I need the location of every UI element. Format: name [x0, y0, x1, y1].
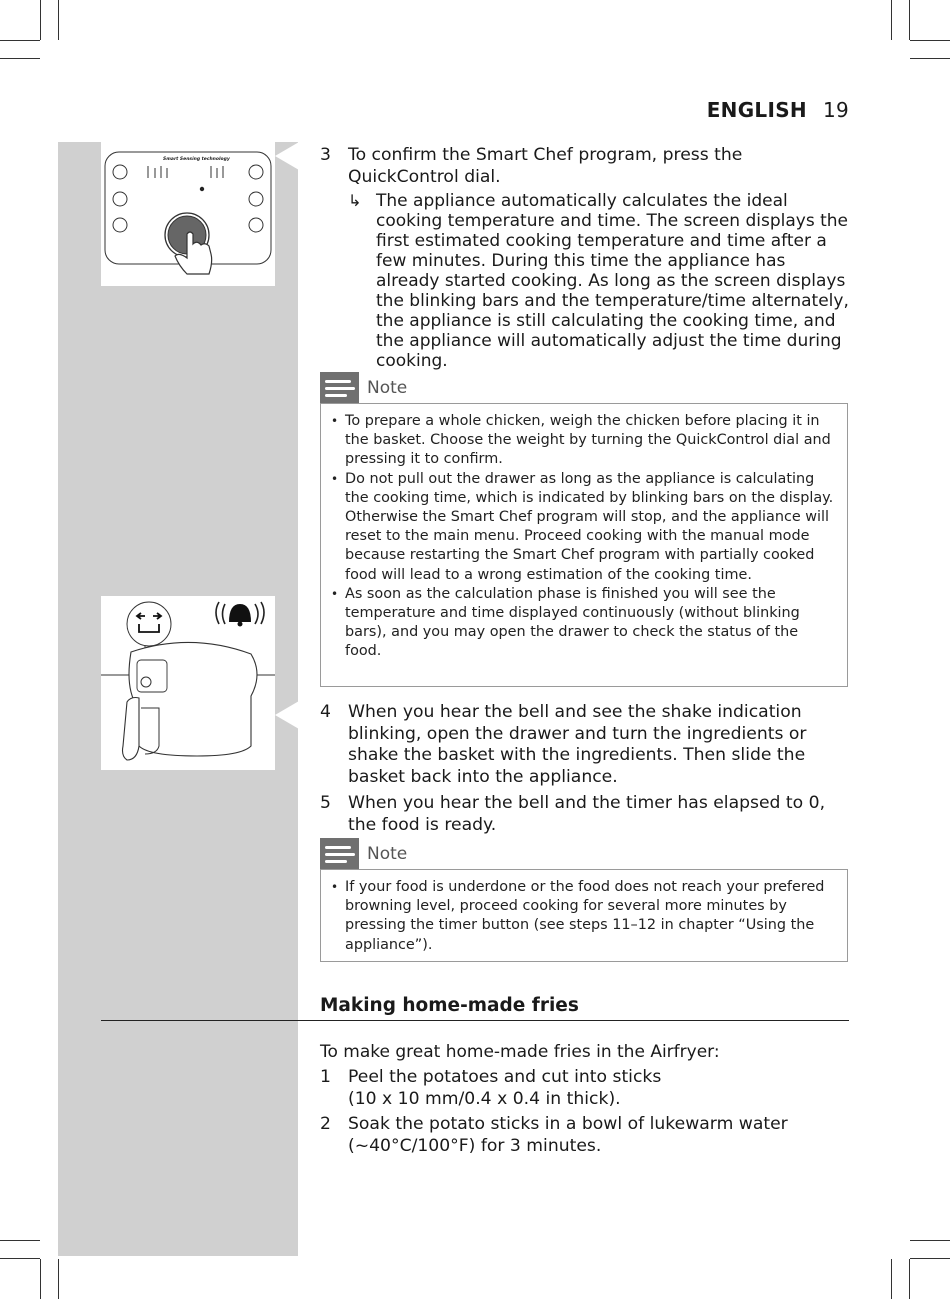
- step-text-line: (10 x 10 mm/0.4 x 0.4 in thick).: [348, 1088, 621, 1109]
- section-title: Making home-made fries: [320, 995, 579, 1016]
- pointer-triangle: [275, 701, 299, 729]
- step-text: To confirm the Smart Chef program, press the QuickControl dial.: [348, 145, 743, 187]
- step-number: 2: [320, 1114, 331, 1134]
- step-number: 3: [320, 145, 331, 165]
- note-label: Note: [367, 378, 408, 398]
- step-text-line: Peel the potatoes and cut into sticks: [348, 1067, 662, 1087]
- step-number: 4: [320, 702, 331, 722]
- result-arrow-icon: ↳: [348, 191, 362, 210]
- section-intro: To make great home-made fries in the Airfryer:: [320, 1042, 720, 1062]
- result-text: The appliance automatically calculates the ideal cooking temperature and time. The screen displays the first estimated cooking temperature and time after a few minutes. During this time the appliance has already started cooking. As long as the screen displays the blinking bars and the temperature/time alternately, the appliance is still calculating the cooking time, and the appliance will automatically adjust the time during cooking.: [376, 191, 849, 371]
- page-number: 19: [822, 98, 849, 122]
- note-item: • As soon as the calculation phase is finished you will see the temperature and time displayed continuously (without blinking bars), and you may open the drawer to check the status of the food.: [321, 585, 839, 662]
- pointer-triangle: [275, 142, 299, 170]
- fries-step-1: [320, 1067, 850, 1110]
- note-box: [320, 403, 848, 687]
- step-number: 5: [320, 793, 331, 813]
- step-text: When you hear the bell and the timer has elapsed to 0, the food is ready.: [348, 793, 826, 835]
- fries-step-2: [320, 1114, 850, 1157]
- step-5: [320, 793, 850, 836]
- note-item: • If your food is underdone or the food does not reach your prefered browning level, proceed cooking for several more minutes by pressing the timer button (see steps 11–12 in chapter “Using the appliance”).: [321, 878, 839, 955]
- language-label: ENGLISH: [706, 98, 807, 122]
- note-item: • Do not pull out the drawer as long as the appliance is calculating the cooking time, which is indicated by blinking bars on the display. Otherwise the Smart Chef program will stop, and the appliance will reset to the main menu. Proceed cooking with the manual mode because restarting the Smart Chef program with partially cooked food will lead to a wrong estimation of the cooking time.: [321, 470, 839, 585]
- note-icon: [320, 838, 359, 870]
- note-item: • To prepare a whole chicken, weigh the chicken before placing it in the basket. Choose the weight by turning the QuickControl dial and pressing it to confirm.: [321, 412, 839, 470]
- section-divider: [101, 1020, 849, 1021]
- step-text: When you hear the bell and see the shake indication blinking, open the drawer and turn the ingredients or shake the basket with the ingredients. Then slide the basket back into the appliance.: [348, 702, 807, 787]
- step-3-result: [348, 191, 850, 371]
- panel-brand-text: Smart Sensing technology: [163, 157, 230, 162]
- airfryer-drawing: [101, 596, 275, 770]
- page-header: [707, 98, 849, 122]
- control-panel-illustration: [101, 142, 275, 286]
- airfryer-shake-illustration: [101, 596, 275, 770]
- step-text-line: Soak the potato sticks in a bowl of lukewarm water: [348, 1114, 788, 1134]
- control-panel-drawing: [101, 142, 275, 286]
- step-4: [320, 702, 850, 788]
- note-box: [320, 869, 848, 962]
- note-label: Note: [367, 844, 408, 864]
- step-3: [320, 145, 850, 188]
- step-number: 1: [320, 1067, 331, 1087]
- note-icon: [320, 372, 359, 404]
- step-text-line: (~40°C/100°F) for 3 minutes.: [348, 1135, 602, 1156]
